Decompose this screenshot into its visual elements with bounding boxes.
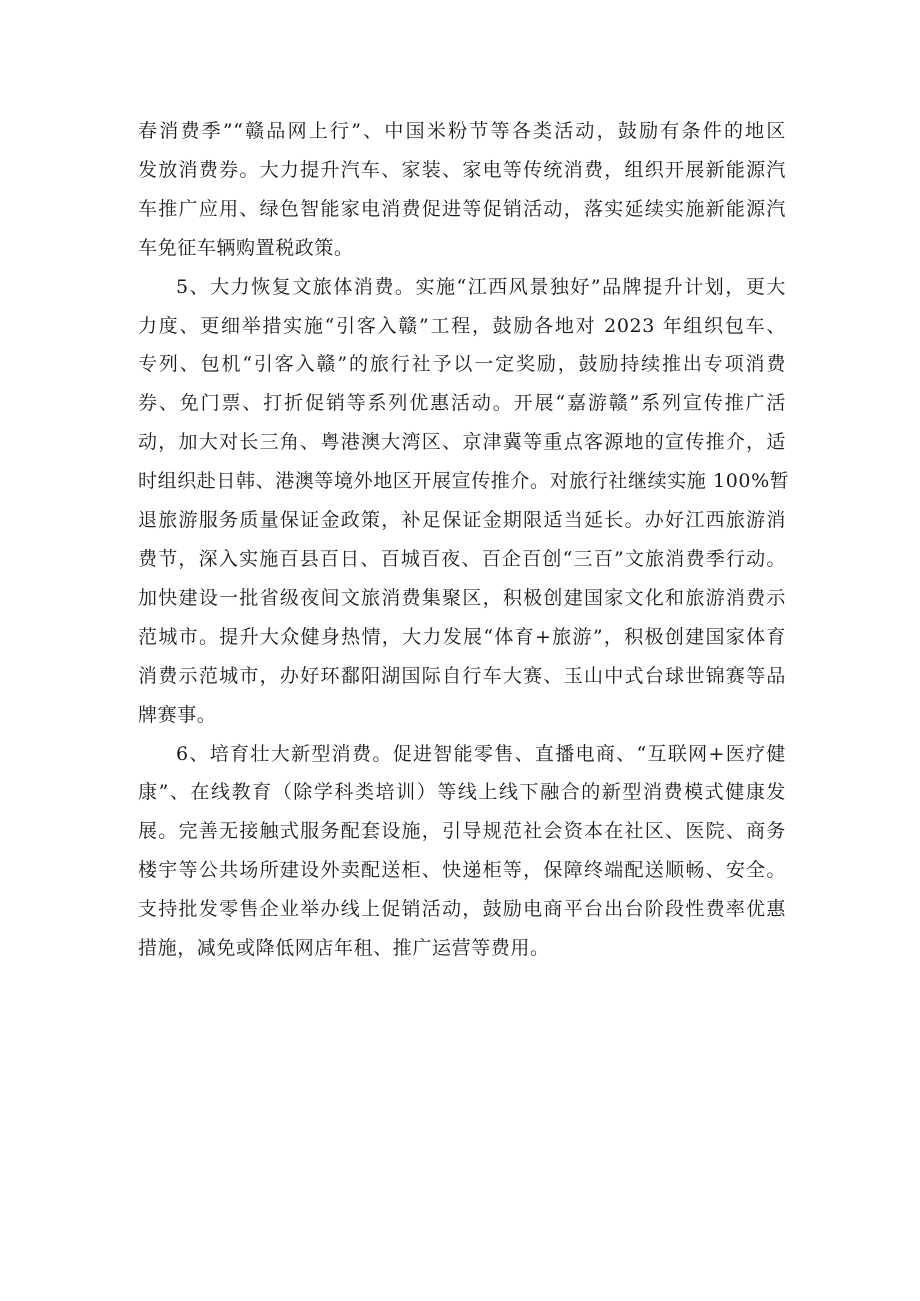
text-line: 支持批发零售企业举办线上促销活动，鼓励电商平台出台阶段性费率优惠 <box>138 898 786 921</box>
text-line: 展。完善无接触式服务配套设施，引导规范社会资本在社区、医院、商务 <box>138 820 786 843</box>
text-line: 时组织赴日韩、港澳等境外地区开展宣传推介。对旅行社继续实施 100%暂 <box>138 470 790 493</box>
text-line: 退旅游服务质量保证金政策，补足保证金期限适当延长。办好江西旅游消 <box>138 509 786 532</box>
text-line: 楼宇等公共场所建设外卖配送柜、快递柜等，保障终端配送顺畅、安全。 <box>138 859 786 882</box>
paragraph-item-6-new-consumption <box>138 735 786 968</box>
text-line: 牌赛事。 <box>138 703 217 726</box>
text-line: 专列、包机“引客入赣”的旅行社予以一定奖励，鼓励持续推出专项消费 <box>138 353 786 376</box>
text-line: 春消费季”“赣品网上行”、中国米粉节等各类活动，鼓励有条件的地区 <box>138 120 786 142</box>
document-body <box>138 112 790 968</box>
text-line: 措施，减免或降低网店年租、推广运营等费用。 <box>138 937 550 960</box>
text-line: 车推广应用、绿色智能家电消费促进等促销活动，落实延续实施新能源汽 <box>138 197 786 220</box>
text-line: 力度、更细举措实施“引客入赣”工程，鼓励各地对 2023 年组织包车、 <box>138 314 786 337</box>
text-line: 车免征车辆购置税政策。 <box>138 236 354 259</box>
text-line: 动，加大对长三角、粤港澳大湾区、京津冀等重点客源地的宣传推介，适 <box>138 431 786 454</box>
text-line: 消费示范城市，办好环鄱阳湖国际自行车大赛、玉山中式台球世锦赛等品 <box>138 664 786 687</box>
text-line: 5、大力恢复文旅体消费。实施“江西风景独好”品牌提升计划，更大 <box>176 275 786 298</box>
text-line: 范城市。提升大众健身热情，大力发展“体育+旅游”，积极创建国家体育 <box>138 625 786 648</box>
paragraph-item-5-tourism <box>138 268 790 735</box>
text-line: 6、培育壮大新型消费。促进智能零售、直播电商、“互联网+医疗健 <box>176 742 786 765</box>
paragraph-consumption-activities <box>138 112 786 268</box>
text-line: 加快建设一批省级夜间文旅消费集聚区，积极创建国家文化和旅游消费示 <box>138 586 786 609</box>
text-line: 发放消费券。大力提升汽车、家装、家电等传统消费，组织开展新能源汽 <box>138 158 786 181</box>
text-line: 康”、在线教育（除学科类培训）等线上线下融合的新型消费模式健康发 <box>138 781 786 804</box>
text-line: 费节，深入实施百县百日、百城百夜、百企百创“三百”文旅消费季行动。 <box>138 547 786 570</box>
text-line: 券、免门票、打折促销等系列优惠活动。开展“嘉游赣”系列宣传推广活 <box>138 392 786 415</box>
